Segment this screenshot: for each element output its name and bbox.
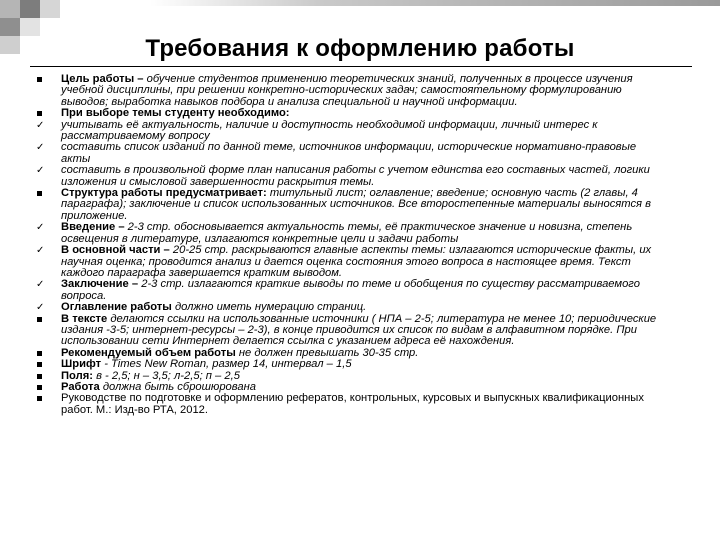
decor-band — [150, 0, 720, 6]
item-bold-text: Заключение – — [61, 278, 142, 291]
list-item — [36, 245, 666, 279]
list-item — [36, 188, 666, 222]
square-bullet-icon — [36, 314, 48, 325]
item-bold-text: Оглавление работы — [61, 301, 175, 314]
item-bold-text: Цель работы – — [61, 73, 147, 85]
title-underline — [30, 66, 692, 67]
item-bold-text: При выборе темы студенту необходимо: — [61, 107, 290, 120]
page-title: Требования к оформлению работы — [145, 35, 575, 62]
item-italic-text: должна быть сброшюрована — [102, 380, 256, 393]
decor-square — [0, 18, 20, 36]
checkmark-bullet-icon: ✓ — [36, 245, 45, 257]
item-bold-text: Структура работы предусматривает: — [61, 187, 270, 200]
item-italic-text: 2-3 стр. обосновывается актуальность темы, её практическое значение и новизна, степень освещения в литературе, излагаются конкретные цели и задачи работы — [61, 221, 633, 245]
item-italic-text: 20-25 стр. раскрываются главные аспекты темы: излагаются исторические факты, их научная оценка; проводится анализ и дается оценка состояния этого вопроса в настоящее время. Текст каждого параграфа завершается кратким выводом. — [61, 244, 652, 279]
square-bullet-icon — [36, 348, 48, 359]
list-item — [36, 314, 666, 348]
decor-square — [20, 0, 40, 18]
item-italic-text: - Times New Roman, размер 14, интервал – 1,5 — [104, 358, 352, 371]
square-bullet-icon — [36, 108, 48, 119]
item-italic-text: составить список изданий по данной теме, источников информации, исторические нормативно-правовые акты — [61, 141, 637, 165]
item-italic-text: не должен превышать 30-35 стр. — [238, 346, 419, 359]
item-bold-text: Поля: — [61, 369, 97, 382]
item-bold-text: Шрифт — [61, 358, 105, 371]
square-bullet-icon — [36, 393, 48, 404]
checkmark-bullet-icon: ✓ — [36, 222, 45, 234]
item-italic-text: учитывать её актуальность, наличие и доступность необходимой информации, личный интерес к рассматриваемому вопросу — [61, 118, 598, 143]
list-item — [36, 393, 666, 416]
decor-square — [20, 18, 40, 36]
square-bullet-icon — [36, 371, 48, 382]
item-italic-text: обучение студентов применению теоретических знаний, полученных в процессе изучения учебной дисциплины, при решении конкретно-исторических задач; самостоятельному формулированию выводов; выработка навыков подбора и анализа специальной и научной информации. — [61, 73, 633, 108]
item-bold-text: В основной части – — [61, 244, 173, 257]
square-bullet-icon — [36, 382, 48, 393]
list-item — [36, 74, 666, 108]
item-italic-text: 2-3 стр. излагаются краткие выводы по теме и обобщения по существу рассматриваемого вопроса. — [61, 278, 640, 302]
item-italic-text: составить в произвольной форме план написания работы с учетом единства его составных частей, логики изложения и смысловой завершенности раскрытия темы. — [61, 164, 650, 188]
item-italic-text: в - 2,5; н – 3,5; л-2,5; п – 2,5 — [96, 369, 240, 382]
item-italic-text: делаются ссылки на использованные источники ( НПА – 2-5; литература не менее 10; периодические издания -3-5; интернет-ресурсы – 2-3), в конце приводится их список по видам в алфавитном порядке. При использовании сети Интернет делается ссылка с указанием адреса её нахождения. — [61, 312, 657, 348]
requirements-list — [36, 74, 666, 416]
list-item — [36, 279, 666, 302]
list-item — [36, 142, 666, 165]
item-plain-text: Руководстве по подготовке и оформлению рефератов, контрольных, курсовых и выпускных квалификационных работ. М.: Изд-во РТА, 2012. — [61, 392, 644, 416]
list-item — [36, 120, 666, 143]
checkmark-bullet-icon: ✓ — [36, 302, 45, 314]
item-bold-text: Введение – — [61, 221, 128, 234]
checkmark-bullet-icon: ✓ — [36, 165, 45, 177]
checkmark-bullet-icon: ✓ — [36, 142, 45, 154]
list-item — [36, 165, 666, 188]
decor-square — [0, 0, 20, 18]
item-bold-text: Рекомендуемый объем работы — [61, 346, 239, 359]
square-bullet-icon — [36, 188, 48, 199]
item-bold-text: Работа — [61, 380, 103, 393]
checkmark-bullet-icon: ✓ — [36, 119, 45, 131]
checkmark-bullet-icon: ✓ — [36, 279, 45, 291]
item-italic-text: титульный лист; оглавление; введение; основную часть (2 главы, 4 параграфа); заключение и список использованных источников. Все второстепенные материалы выносятся в приложение. — [61, 187, 651, 222]
square-bullet-icon — [36, 359, 48, 370]
list-item — [36, 222, 666, 245]
item-italic-text: должно иметь нумерацию страниц. — [174, 301, 367, 314]
item-bold-text: В тексте — [61, 312, 111, 325]
decor-square — [40, 0, 60, 18]
square-bullet-icon — [36, 74, 48, 85]
